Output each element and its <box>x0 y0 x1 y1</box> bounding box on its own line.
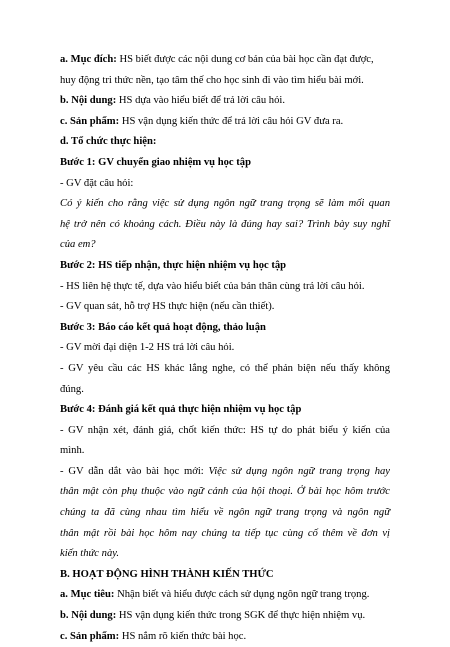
line-label: b. Nội dung: <box>60 610 117 622</box>
text-line <box>60 524 390 545</box>
text-line <box>60 359 390 380</box>
line-text: HS dựa vào hiểu biết để trả lời câu hỏi. <box>116 95 285 107</box>
line-text: - GV quan sát, hỗ trợ HS thực hiện (nếu cần thiết). <box>60 301 275 313</box>
line-heading: Bước 1: GV chuyển giao nhiệm vụ học tập <box>60 156 251 168</box>
text-line <box>60 91 390 112</box>
line-label: b. Nội dung: <box>60 95 117 107</box>
text-line <box>60 544 390 565</box>
text-line <box>60 421 390 442</box>
text-line <box>60 112 390 133</box>
line-text: HS nắm rõ kiến thức bài học. <box>119 630 247 642</box>
line-text: mình. <box>60 445 85 457</box>
line-heading: Bước 4: Đánh giá kết quả thực hiện nhiệm vụ học tập <box>60 404 302 416</box>
text-line <box>60 565 390 586</box>
text-line <box>60 194 390 215</box>
line-italic-text: thân mật còn phụ thuộc vào ngữ cảnh của hội thoại. Ở bài học hôm trước <box>60 486 390 498</box>
text-line <box>60 482 390 503</box>
line-text: - GV dẫn dắt vào bài học mới: <box>60 465 209 477</box>
line-text: - GV yêu cầu các HS khác lắng nghe, có thể phản biện nếu thấy không <box>60 362 390 374</box>
text-line <box>60 297 390 318</box>
line-heading: d. Tổ chức thực hiện: <box>60 136 157 148</box>
line-text: đúng. <box>60 383 84 395</box>
line-text: Nhận biết và hiểu được cách sử dụng ngôn ngữ trang trọng. <box>114 589 370 601</box>
text-line <box>60 380 390 401</box>
text-line <box>60 606 390 627</box>
line-label: c. Sản phẩm: <box>60 630 120 642</box>
text-line <box>60 256 390 277</box>
text-line <box>60 132 390 153</box>
text-line <box>60 462 390 483</box>
line-italic-text: hệ trở nên có khoảng cách. Điều này là đúng hay sai? Trình bày suy nghĩ <box>60 218 390 230</box>
line-text: - GV đặt câu hỏi: <box>60 177 134 189</box>
line-heading: Bước 2: HS tiếp nhận, thực hiện nhiệm vụ học tập <box>60 259 287 271</box>
line-text: HS vận dụng kiến thức để trả lời câu hỏi GV đưa ra. <box>119 115 344 127</box>
line-italic-text: của em? <box>60 239 96 251</box>
line-text: HS vận dụng kiến thức trong SGK để thực hiện nhiệm vụ. <box>116 610 366 622</box>
text-line <box>60 215 390 236</box>
text-line <box>60 71 390 92</box>
line-text: - GV mời đại diện 1-2 HS trả lời câu hỏi. <box>60 342 235 354</box>
text-line <box>60 174 390 195</box>
line-text: huy động tri thức nền, tạo tâm thế cho học sinh đi vào tìm hiểu bài mới. <box>60 74 364 86</box>
text-line <box>60 50 390 71</box>
text-line <box>60 503 390 524</box>
line-italic-text: Việc sử dụng ngôn ngữ trang trọng hay <box>208 465 391 477</box>
line-text: HS biết được các nội dung cơ bản của bài học cần đạt được, <box>116 54 374 65</box>
text-line <box>60 338 390 359</box>
text-line <box>60 235 390 256</box>
line-italic-text: chúng ta đã cùng nhau tìm hiểu về ngôn ngữ trang trọng và ngôn ngữ <box>60 507 390 519</box>
line-label: c. Sản phẩm: <box>60 115 120 127</box>
line-italic-text: kiến thức này. <box>60 548 120 560</box>
text-line <box>60 400 390 421</box>
line-italic-text: thân mật rồi bài học hôm nay chúng ta tiếp tục cùng cố thêm về đơn vị <box>60 527 390 539</box>
line-heading: Bước 3: Báo cáo kết quả hoạt động, thảo luận <box>60 321 266 333</box>
line-text: - HS liên hệ thực tế, dựa vào hiểu biết của bản thân cùng trả lời câu hỏi. <box>60 280 365 292</box>
text-line <box>60 585 390 606</box>
text-line <box>60 627 390 647</box>
line-label: a. Mục đích: <box>60 54 117 65</box>
text-line <box>60 441 390 462</box>
text-line <box>60 318 390 339</box>
text-line <box>60 153 390 174</box>
line-heading: B. HOẠT ĐỘNG HÌNH THÀNH KIẾN THỨC <box>60 568 274 580</box>
line-text: - GV nhận xét, đánh giá, chốt kiến thức: HS tự do phát biểu ý kiến của <box>60 424 390 436</box>
line-label: a. Mục tiêu: <box>60 589 115 601</box>
line-italic-text: Có ý kiến cho rằng việc sử dụng ngôn ngữ trang trọng sẽ làm mối quan <box>60 198 390 210</box>
text-line <box>60 277 390 298</box>
